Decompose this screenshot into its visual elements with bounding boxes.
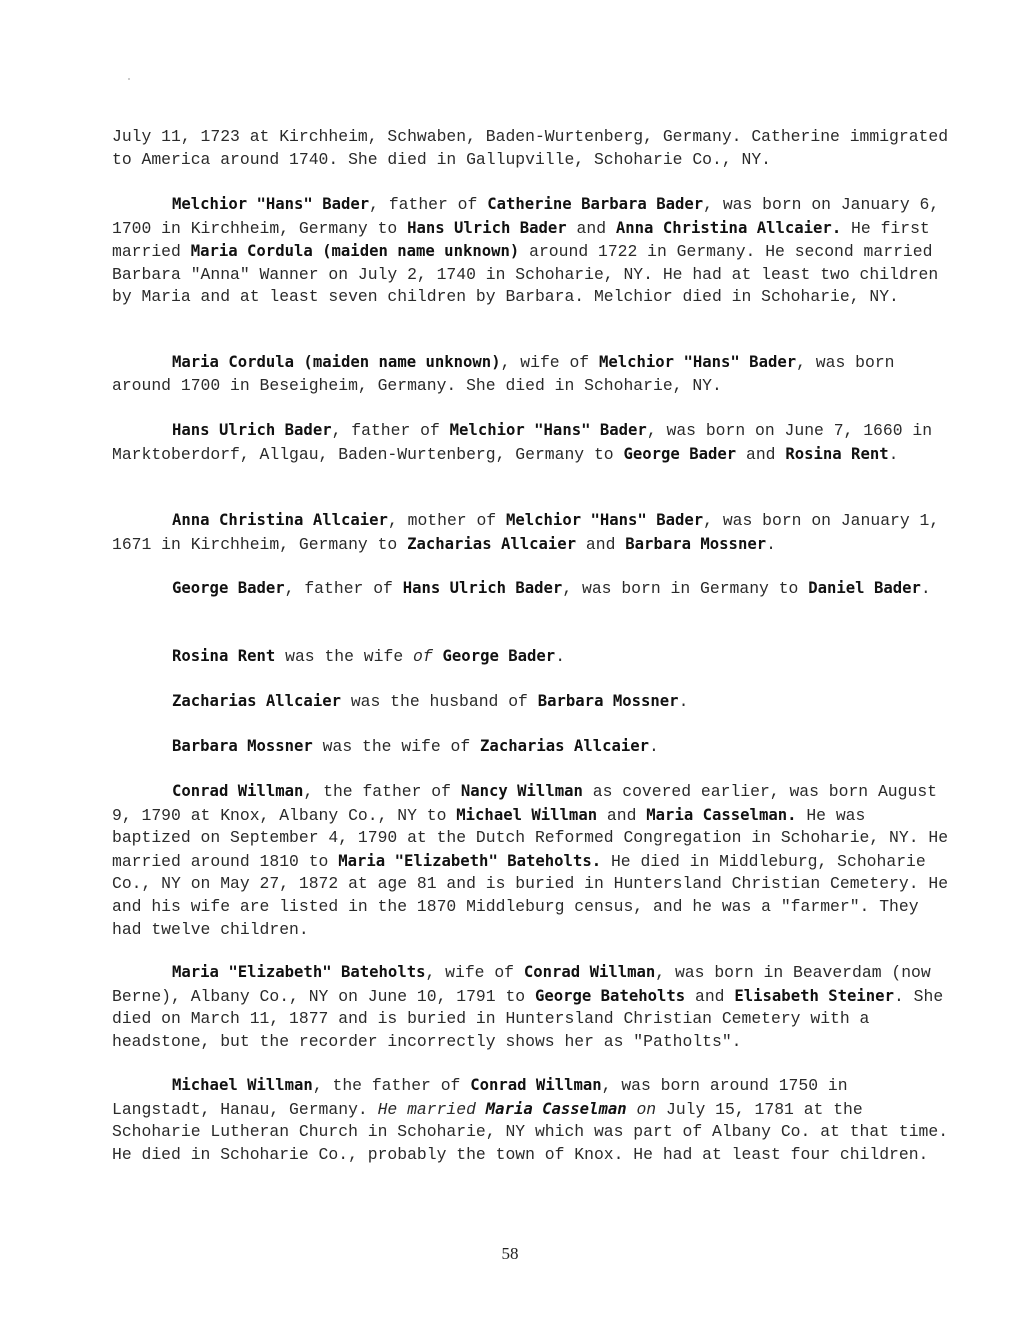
person-name: George Bateholts [534, 986, 686, 1005]
body-text: , father of [369, 195, 488, 214]
body-text: , was born on January 6, 1700 in Kirchheim, Germany to [112, 195, 940, 238]
person-name: Anna Christina Allcaier. [615, 218, 842, 237]
italic-text: of [413, 647, 433, 666]
person-name: Maria Cordula (maiden name unknown) [190, 242, 520, 261]
body-text [476, 1100, 486, 1119]
body-text: , mother of [387, 511, 506, 530]
body-text: He was baptized on September 4, 1790 at the Dutch Reformed Congregation in Schoharie, NY. He married around 1810 to [112, 805, 949, 871]
body-text [433, 647, 443, 666]
body-text: , father of [284, 579, 403, 598]
body-text: , was born in Beaverdam (now Berne), Albany Co., NY on June 10, 1791 to [112, 963, 931, 1006]
body-text: . [920, 579, 931, 598]
paragraph-barbara-mossner [112, 735, 952, 759]
paragraph-melchior-hans-bader [112, 193, 952, 309]
person-name: Conrad Willman [470, 1076, 602, 1094]
person-name: Melchior "Hans" Bader [598, 353, 797, 371]
paragraph-michael-willman [112, 1074, 952, 1166]
body-text: He died in Middleburg, Schoharie Co., NY on May 27, 1872 at age 81 and is buried in Huntersland Christian Cemetery. He and his wife are listed in the 1870 Middleburg census, and he was a "farmer". They had twelve children. [112, 851, 949, 939]
paragraph-zacharias-allcaier [112, 690, 952, 714]
person-name: Maria Casselman [485, 1099, 627, 1118]
body-text: . She died on March 11, 1877 and is buried in Huntersland Christian Cemetery with a headstone, but the recorder incorrectly shows her as "Patholts". [112, 986, 944, 1051]
italic-text: He married [377, 1099, 476, 1119]
person-name: Barbara Mossner [625, 534, 767, 553]
person-name: Maria "Elizabeth" Bateholts [172, 963, 426, 981]
person-name: Elisabeth Steiner [734, 986, 894, 1005]
body-text: , the father of [303, 782, 461, 801]
person-name: George Bader [442, 647, 556, 665]
body-text: . [555, 647, 566, 666]
person-name: Nancy Willman [460, 782, 583, 800]
person-name: Maria Cordula (maiden name unknown) [172, 353, 501, 371]
person-name: Maria "Elizabeth" Bateholts. [338, 851, 602, 870]
body-text: , was born around 1750 in Langstadt, Hanau, Germany. [112, 1076, 848, 1119]
person-name: Michael Willman [456, 805, 598, 824]
person-name: Daniel Bader [808, 579, 921, 597]
paragraph-maria-elizabeth-bateholts [112, 961, 952, 1053]
person-name: George Bader [172, 579, 285, 597]
body-text: , the father of [312, 1076, 471, 1095]
body-text: , was born on January 1, 1671 in Kirchheim, Germany to [112, 511, 940, 554]
person-name: Rosina Rent [172, 647, 276, 665]
body-text: , was born around 1700 in Beseigheim, Germany. She died in Schoharie, NY. [112, 353, 895, 395]
person-name: Barbara Mossner [172, 737, 313, 755]
person-name: Hans Ulrich Bader [407, 218, 567, 237]
person-name: Hans Ulrich Bader [172, 421, 332, 439]
person-name: Melchior "Hans" Bader [505, 511, 704, 529]
body-text: was the wife [275, 647, 413, 666]
page-number: 58 [501, 1244, 519, 1263]
person-name: Catherine Barbara Bader [487, 195, 704, 213]
body-text: . [888, 444, 899, 464]
body-text: , wife of [500, 353, 599, 372]
person-name: Conrad Willman [172, 782, 304, 800]
paragraph-anna-christina-allcaier [112, 509, 952, 556]
body-text: July 15, 1781 at the Schoharie Lutheran Church in Schoharie, NY which was part of Albany Co. at that time. He died in Schoharie Co., probably the town of Knox. He had at least four children. [112, 1099, 949, 1164]
body-text: and [576, 534, 626, 554]
body-text: . [678, 692, 689, 711]
body-text: , wife of [425, 963, 524, 982]
body-text: and [566, 218, 616, 238]
body-text: , was born on June 7, 1660 in Marktoberdorf, Allgau, Baden-Wurtenberg, Germany to [112, 421, 933, 464]
person-name: Zacharias Allcaier [407, 534, 577, 553]
person-name: Rosina Rent [785, 444, 889, 463]
person-name: Melchior "Hans" Bader [449, 421, 647, 439]
body-text: , father of [331, 421, 450, 440]
paragraph-hans-ulrich-bader [112, 419, 952, 466]
person-name: Conrad Willman [523, 963, 656, 981]
person-name: Hans Ulrich Bader [402, 579, 563, 597]
paragraph-george-bader [112, 577, 952, 601]
person-name: Zacharias Allcaier [480, 737, 650, 755]
paragraph-conrad-willman [112, 780, 952, 941]
body-text: was the husband of [341, 692, 538, 711]
italic-text: on [636, 1099, 657, 1119]
body-text: was the wife of [312, 737, 481, 756]
body-text: around 1722 in Germany. He second married Barbara "Anna" Wanner on July 2, 1740 in Schoharie, NY. He had at least two children by Maria and at least seven children by Barbara. Melchior died in Schoharie, NY. [112, 242, 939, 307]
paragraph-catherine-continued [112, 126, 952, 171]
person-name: Maria Casselman. [646, 805, 797, 824]
scan-speck [128, 78, 130, 80]
body-text: and [597, 805, 647, 825]
paragraph-maria-cordula [112, 351, 952, 397]
paragraph-rosina-rent [112, 645, 952, 669]
person-name: Zacharias Allcaier [172, 692, 341, 710]
body-text: July 11, 1723 at Kirchheim, Schwaben, Baden-Wurtenberg, Germany. Catherine immigrated to America around 1740. She died in Gallupville, Schoharie Co., NY. [112, 127, 949, 169]
body-text: He first married [112, 218, 930, 262]
body-text: . [766, 534, 776, 554]
person-name: Melchior "Hans" Bader [172, 195, 370, 213]
person-name: George Bader [623, 444, 737, 463]
person-name: Anna Christina Allcaier [172, 511, 388, 529]
person-name: Michael Willman [172, 1076, 313, 1094]
body-text: and [736, 444, 786, 464]
body-text: and [685, 986, 735, 1006]
body-text: as covered earlier, was born August 9, 1790 at Knox, Albany Co., NY to [112, 782, 937, 825]
body-text [627, 1100, 637, 1119]
body-text: , was born in Germany to [562, 579, 809, 598]
person-name: Barbara Mossner [537, 692, 679, 710]
body-text: . [649, 737, 659, 756]
